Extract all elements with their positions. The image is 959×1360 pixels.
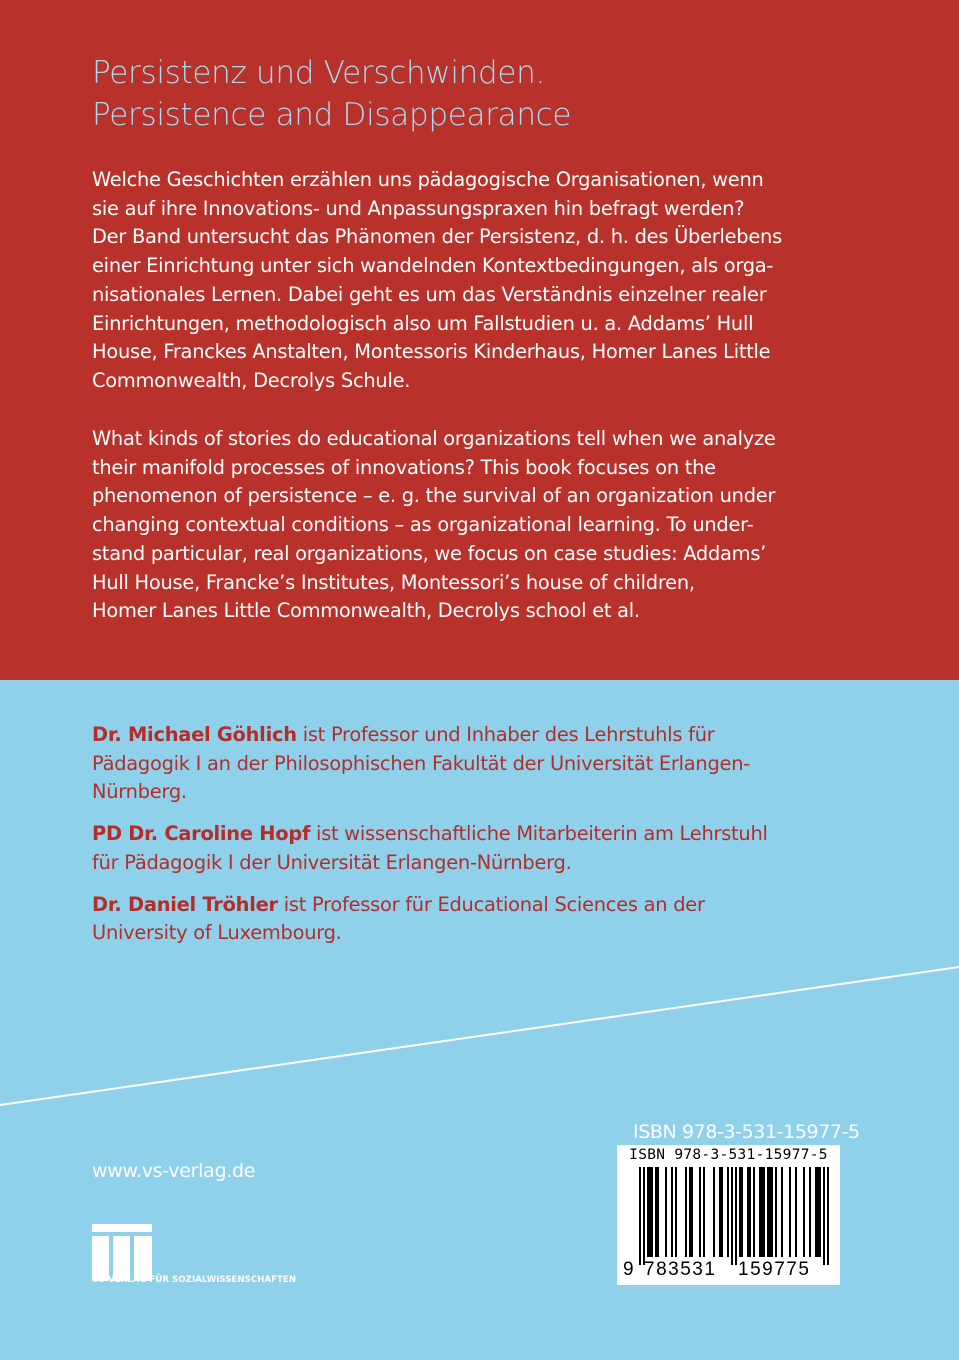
bio-text: für Pädagogik I der Universität Erlangen-Nürnberg. bbox=[92, 850, 572, 874]
barcode-bar bbox=[739, 1167, 741, 1257]
text-line: House, Franckes Anstalten, Montessoris Kinderhaus, Homer Lanes Little bbox=[92, 340, 771, 364]
barcode-bar bbox=[815, 1167, 817, 1257]
text-line: Homer Lanes Little Commonwealth, Decrolys school et al. bbox=[92, 599, 640, 623]
barcode-bar bbox=[803, 1167, 805, 1257]
barcode-bar bbox=[789, 1167, 791, 1257]
barcode-bar bbox=[719, 1167, 721, 1257]
bio-text: ist Professor für Educational Sciences an der bbox=[277, 892, 705, 916]
author-bio-goehlich bbox=[92, 721, 852, 807]
barcode-bar bbox=[713, 1167, 715, 1257]
barcode-bar bbox=[639, 1167, 641, 1265]
text-line: What kinds of stories do educational organizations tell when we analyze bbox=[92, 427, 776, 450]
text-line: nisationales Lernen. Dabei geht es um das Verständnis einzelner realer bbox=[92, 282, 767, 306]
isbn-label: ISBN 978-3-531-15977-5 bbox=[633, 1121, 860, 1143]
barcode-bar bbox=[747, 1167, 749, 1257]
text-line: einer Einrichtung unter sich wandelnden Kontextbedingungen, als orga- bbox=[92, 254, 774, 278]
barcode-bar bbox=[823, 1167, 825, 1265]
bio-text: ist Professor und Inhaber des Lehrstuhls für bbox=[296, 723, 715, 746]
author-bios bbox=[92, 721, 852, 961]
author-bio-troehler bbox=[92, 891, 852, 948]
barcode-bar bbox=[827, 1167, 829, 1265]
bio-text: Pädagogik I an der Philosophischen Fakultät der Universität Erlangen- bbox=[92, 751, 750, 775]
barcode bbox=[617, 1145, 840, 1285]
barcode-left-digits: 783531 bbox=[644, 1259, 717, 1280]
author-bio-hopf bbox=[92, 820, 852, 877]
author-name: PD Dr. Caroline Hopf bbox=[92, 822, 311, 846]
barcode-bar bbox=[657, 1167, 659, 1257]
title-line-en: Persistence and Disappearance bbox=[92, 97, 572, 133]
barcode-first-digit: 9 bbox=[623, 1259, 634, 1280]
barcode-bar bbox=[643, 1167, 645, 1265]
publisher-name: VS VERLAG FÜR SOZIALWISSENSCHAFTEN bbox=[92, 1275, 297, 1285]
text-line: Einrichtungen, methodologisch also um Fallstudien u. a. Addams’ Hull bbox=[92, 311, 754, 335]
barcode-bar bbox=[671, 1167, 673, 1257]
barcode-bar bbox=[775, 1167, 777, 1257]
barcode-bar bbox=[727, 1167, 729, 1257]
text-line: Hull House, Francke’s Institutes, Montessori’s house of children, bbox=[92, 570, 695, 594]
barcode-bar bbox=[769, 1167, 771, 1257]
text-line: Welche Geschichten erzählen uns pädagogische Organisationen, wenn bbox=[92, 168, 764, 191]
barcode-bar bbox=[763, 1167, 765, 1257]
barcode-bar bbox=[691, 1167, 693, 1257]
barcode-bar bbox=[689, 1167, 691, 1257]
barcode-right-digits: 159775 bbox=[738, 1259, 811, 1280]
barcode-bar bbox=[795, 1167, 797, 1257]
barcode-isbn-text: ISBN 978-3-531-15977-5 bbox=[629, 1147, 828, 1163]
barcode-bar bbox=[749, 1167, 751, 1257]
barcode-bar bbox=[651, 1167, 653, 1257]
barcode-bar bbox=[781, 1167, 783, 1257]
barcode-bar bbox=[817, 1167, 819, 1257]
barcode-bar bbox=[819, 1167, 821, 1257]
text-line: their manifold processes of innovations? This book focuses on the bbox=[92, 455, 716, 479]
barcode-bar bbox=[699, 1167, 701, 1257]
barcode-bar bbox=[767, 1167, 769, 1257]
author-name: Dr. Michael Göhlich bbox=[92, 723, 297, 746]
text-line: changing contextual conditions – as organizational learning. To under- bbox=[92, 513, 754, 537]
text-line: Der Band untersucht das Phänomen der Persistenz, d. h. des Überlebens bbox=[92, 225, 782, 249]
barcode-bar bbox=[735, 1167, 737, 1265]
book-title bbox=[92, 52, 872, 136]
barcode-bar bbox=[675, 1167, 677, 1257]
bio-text: University of Luxembourg. bbox=[92, 921, 342, 945]
barcode-bar bbox=[649, 1167, 651, 1257]
barcode-bar bbox=[759, 1167, 761, 1257]
publisher-website-link[interactable]: www.vs-verlag.de bbox=[92, 1160, 256, 1182]
title-line-de: Persistenz und Verschwinden. bbox=[92, 55, 546, 91]
text-line: sie auf ihre Innovations- und Anpassungspraxen hin befragt werden? bbox=[92, 196, 745, 220]
barcode-bar bbox=[741, 1167, 743, 1257]
bio-text: Nürnberg. bbox=[92, 780, 187, 804]
text-line: phenomenon of persistence – e. g. the survival of an organization under bbox=[92, 484, 776, 508]
text-line: Commonwealth, Decrolys Schule. bbox=[92, 368, 411, 392]
description-german bbox=[92, 166, 862, 396]
description-english bbox=[92, 425, 862, 626]
barcode-bar bbox=[703, 1167, 705, 1257]
bio-text: ist wissenschaftliche Mitarbeiterin am Lehrstuhl bbox=[310, 822, 768, 846]
barcode-bar bbox=[731, 1167, 733, 1265]
barcode-bar bbox=[761, 1167, 763, 1257]
barcode-bar bbox=[685, 1167, 687, 1257]
text-line: stand particular, real organizations, we focus on case studies: Addams’ bbox=[92, 541, 767, 565]
barcode-bar bbox=[721, 1167, 723, 1257]
barcode-bar bbox=[771, 1167, 773, 1257]
barcode-bar bbox=[655, 1167, 657, 1257]
barcode-bar bbox=[665, 1167, 667, 1257]
barcode-bar bbox=[647, 1167, 649, 1257]
barcode-bar bbox=[809, 1167, 811, 1257]
author-name: Dr. Daniel Tröhler bbox=[92, 892, 278, 916]
barcode-bar bbox=[753, 1167, 755, 1257]
